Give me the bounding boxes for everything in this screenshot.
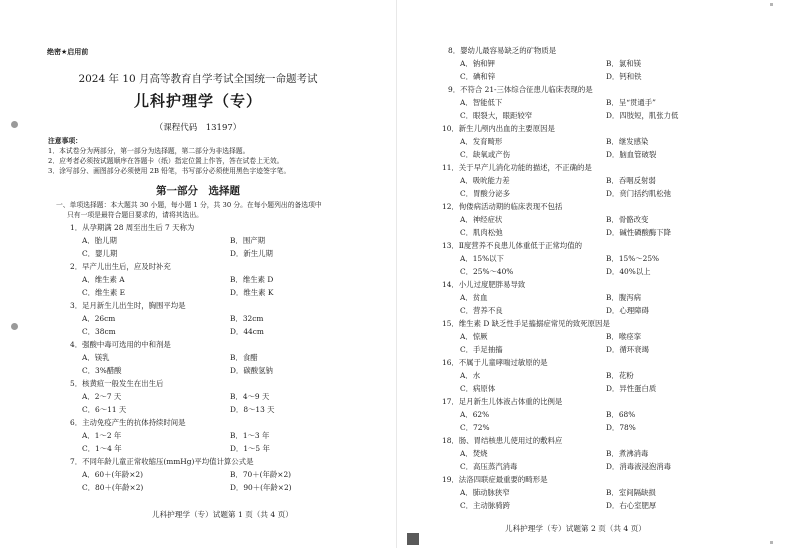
option: A．1～2 年 bbox=[82, 431, 122, 440]
option: B．室间隔缺损 bbox=[606, 488, 656, 497]
option: D．循环衰竭 bbox=[606, 345, 649, 354]
scan-mark bbox=[770, 541, 773, 544]
option: B．68% bbox=[606, 410, 636, 419]
option: B．花粉 bbox=[606, 371, 634, 380]
question-stem: 18．肠、胃结核患儿使用过的敷料应 bbox=[442, 436, 563, 445]
option: D．78% bbox=[606, 423, 636, 432]
option: D．异性蛋白质 bbox=[606, 384, 657, 393]
section-intro-line: 一、单项选择题：本大题共 30 小题，每小题 1 分，共 30 分。在每小题列出的备选项中 bbox=[56, 201, 322, 209]
question-stem: 16．不属于儿童哮喘过敏原的是 bbox=[442, 358, 548, 367]
option: A．惊厥 bbox=[460, 332, 488, 341]
option: C．80＋(年龄×2) bbox=[82, 483, 144, 492]
option: D．钙和铁 bbox=[606, 72, 642, 81]
question-stem: 9．不符合 21-三体综合征患儿临床表现的是 bbox=[448, 85, 593, 94]
option: C．6～11 天 bbox=[82, 405, 127, 414]
option: D．四肢短，肌张力低 bbox=[606, 111, 679, 120]
option: A．26cm bbox=[82, 314, 116, 323]
option: A．智能低下 bbox=[460, 98, 503, 107]
option: C．碘和锌 bbox=[460, 72, 496, 81]
option: A．镁乳 bbox=[82, 353, 110, 362]
option: A．吸吮能力差 bbox=[460, 176, 510, 185]
option: B．1～3 年 bbox=[230, 431, 270, 440]
option: A．维生素 A bbox=[82, 275, 125, 284]
question-stem: 10．新生儿颅内出血的主要原因是 bbox=[442, 124, 555, 133]
note-line: 3．涂写部分、画图部分必须使用 2B 铅笔，书写部分必须使用黑色字迹签字笔。 bbox=[48, 167, 291, 175]
option: B．煮沸消毒 bbox=[606, 449, 649, 458]
option: A．肺动脉狭窄 bbox=[460, 488, 510, 497]
option: C．胃酸分泌多 bbox=[460, 189, 510, 198]
question-stem: 8．婴幼儿最容易缺乏的矿物质是 bbox=[448, 46, 557, 55]
option: D．维生素 K bbox=[230, 288, 274, 297]
option: D．44cm bbox=[230, 327, 264, 336]
page-footer: 儿科护理学（专）试题第 2 页（共 4 页） bbox=[505, 524, 646, 533]
option: D．8～13 天 bbox=[230, 405, 275, 414]
question-stem: 11．关于早产儿消化功能的描述，不正确的是 bbox=[442, 163, 592, 172]
question-stem: 7．不同年龄儿童正常收缩压(mmHg)平均值计算公式是 bbox=[70, 457, 254, 466]
scan-mark bbox=[770, 3, 773, 6]
option: B．氯和镁 bbox=[606, 59, 641, 68]
secret-mark: 绝密★启用前 bbox=[47, 48, 89, 56]
option: D．右心室肥厚 bbox=[606, 501, 657, 510]
option: B．食醋 bbox=[230, 353, 258, 362]
option: C．72% bbox=[460, 423, 490, 432]
option: B．维生素 D bbox=[230, 275, 274, 284]
question-stem: 2．早产儿出生后，应及时补充 bbox=[70, 262, 171, 271]
option: C．3%醋酸 bbox=[82, 366, 122, 375]
question-stem: 5．核黄疸一般发生在出生后 bbox=[70, 379, 164, 388]
option: A．60＋(年龄×2) bbox=[82, 470, 143, 479]
question-stem: 12．佝偻病活动期的临床表现不包括 bbox=[442, 202, 563, 211]
option: A．15%以下 bbox=[460, 254, 504, 263]
option: C．主动脉骑跨 bbox=[460, 501, 510, 510]
question-stem: 13．Ⅱ度营养不良患儿体重低于正常均值的 bbox=[442, 241, 583, 250]
option: B．骨骼改变 bbox=[606, 215, 649, 224]
note-line: 2．应考者必须按试题顺序在答题卡（纸）指定位置上作答，答在试卷上无效。 bbox=[48, 157, 284, 165]
exam-title: 2024 年 10 月高等教育自学考试全国统一命题考试 bbox=[78, 73, 318, 85]
option: C．高压蒸汽消毒 bbox=[460, 462, 518, 471]
question-stem: 6．主动免疫产生的抗体持续时间是 bbox=[70, 418, 186, 427]
option: A．贫血 bbox=[460, 293, 488, 302]
question-stem: 17．足月新生儿体液占体重的比例是 bbox=[442, 397, 563, 406]
option: A．2～7 天 bbox=[82, 392, 122, 401]
option: D．碱性磷酸酶下降 bbox=[606, 228, 672, 237]
question-stem: 14．小儿过度肥胖易导致 bbox=[442, 280, 526, 289]
option: B．呈“贯通手” bbox=[606, 98, 656, 107]
option: A．62% bbox=[460, 410, 490, 419]
option: B．32cm bbox=[230, 314, 264, 323]
option: B．15%～25% bbox=[606, 254, 660, 263]
part-title: 第一部分 选择题 bbox=[156, 185, 240, 197]
option: B．吞咽反射弱 bbox=[606, 176, 656, 185]
option: D．碳酸氢钠 bbox=[230, 366, 273, 375]
question-stem: 1．从孕期满 28 周至出生后 7 天称为 bbox=[70, 223, 195, 232]
option: B．腹泻病 bbox=[606, 293, 641, 302]
option: D．心理障碍 bbox=[606, 306, 649, 315]
question-stem: 3．足月新生儿出生时，胸围平均是 bbox=[70, 301, 186, 310]
option: C．1～4 年 bbox=[82, 444, 122, 453]
option: A．神经症状 bbox=[460, 215, 503, 224]
option: D．40%以上 bbox=[606, 267, 651, 276]
binder-hole-2 bbox=[11, 323, 18, 330]
option: B．4～9 天 bbox=[230, 392, 270, 401]
option: A．水 bbox=[460, 371, 481, 380]
option: B．70＋(年龄×2) bbox=[230, 470, 292, 479]
option: C．38cm bbox=[82, 327, 116, 336]
notes-heading: 注意事项： bbox=[48, 137, 82, 145]
option: D．1～5 年 bbox=[230, 444, 270, 453]
option: C．手足抽搐 bbox=[460, 345, 503, 354]
option: D．消毒液浸泡消毒 bbox=[606, 462, 672, 471]
option: B．喉痉挛 bbox=[606, 332, 641, 341]
course-code: （课程代码 13197） bbox=[154, 123, 242, 133]
page-footer: 儿科护理学（专）试题第 1 页（共 4 页） bbox=[152, 510, 293, 519]
question-stem: 19．法洛四联症最重要的畸形是 bbox=[442, 475, 548, 484]
option: C．肌肉松弛 bbox=[460, 228, 503, 237]
subject-title: 儿科护理学（专） bbox=[133, 92, 262, 110]
option: C．维生素 E bbox=[82, 288, 125, 297]
question-stem: 15．维生素 D 缺乏性手足搐搦症常见的致死原因是 bbox=[442, 319, 610, 328]
option: C．营养不良 bbox=[460, 306, 503, 315]
option: D．90＋(年龄×2) bbox=[230, 483, 292, 492]
option: D．贲门括约肌松弛 bbox=[606, 189, 672, 198]
option: D．新生儿期 bbox=[230, 249, 273, 258]
note-line: 1．本试卷分为两部分，第一部分为选择题，第二部分为非选择题。 bbox=[48, 147, 250, 155]
option: C．病原体 bbox=[460, 384, 496, 393]
option: B．围产期 bbox=[230, 236, 265, 245]
option: C．婴儿期 bbox=[82, 249, 118, 258]
option: C．25%～40% bbox=[460, 267, 514, 276]
option: A．钠和钾 bbox=[460, 59, 495, 68]
section-intro-line: 只有一项是最符合题目要求的，请将其选出。 bbox=[67, 211, 203, 219]
option: A．胎儿期 bbox=[82, 236, 117, 245]
option: B．继发感染 bbox=[606, 137, 649, 146]
option: D．脑血管破裂 bbox=[606, 150, 657, 159]
option: A．焚烧 bbox=[460, 449, 488, 458]
option: A．发育畸形 bbox=[460, 137, 503, 146]
option: C．缺氧或产伤 bbox=[460, 150, 510, 159]
scan-marker bbox=[407, 533, 419, 545]
option: C．眼裂大，眼距较窄 bbox=[460, 111, 533, 120]
exam-page-2 bbox=[397, 0, 793, 548]
exam-page-1 bbox=[0, 0, 396, 548]
question-stem: 4．强酸中毒可选用的中和剂是 bbox=[70, 340, 171, 349]
